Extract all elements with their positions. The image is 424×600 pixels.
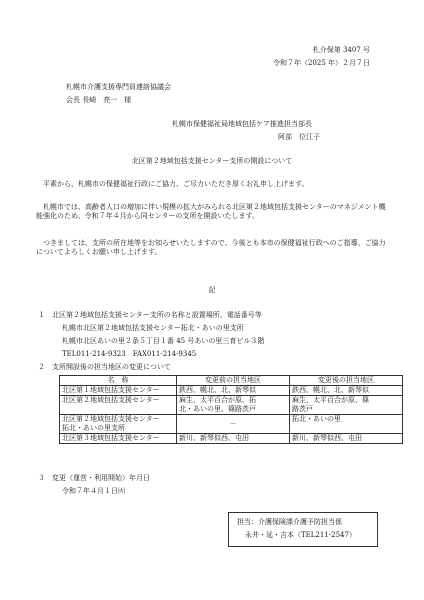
table-header-after: 変更後の担当地区: [290, 376, 403, 386]
body-paragraph-1: 平素から、札幌市の保健福祉行政にご協力、ご尽力いただき厚くお礼申し上げます。: [43, 180, 309, 188]
table-cell-after: 鉄西、幌北、北、新琴似: [290, 386, 403, 396]
table-cell-name: 北区第１地域包括支援センター: [60, 386, 177, 396]
table-cell-name: 北区第２地域包括支援センター 拓北・あいの里支所: [60, 415, 177, 434]
table-header-before: 変更前の担当地区: [177, 376, 290, 386]
item3-date: 令和７年４月１日㈫: [62, 487, 125, 495]
recipient-org: 札幌市介護支援専門員連絡協議会: [66, 83, 171, 91]
table-cell-before: 鉄西、幌北、北、新琴似: [177, 386, 290, 396]
table-cell-name: 北区第２地域包括支援センター: [60, 396, 177, 415]
table-row: [60, 386, 403, 396]
body-paragraph-3: つきましては、支所の所在地等をお知らせいたしますので、今後とも本市の保健福祉行政へのご指導、ご協力についてよろしくお願い申し上げます。: [36, 239, 386, 256]
recipient-person: 会長 長崎 亮一 様: [66, 96, 132, 104]
table-row: [60, 415, 403, 434]
item1-heading: １ 北区第２地域包括支援センター支所の名称と設置場所、電話番号等: [38, 311, 262, 319]
table-row: [60, 396, 403, 415]
sender-org: 札幌市保健福祉局地域包括ケア推進担当部長: [172, 120, 312, 128]
document-number: 札介保第 3407 号: [312, 46, 370, 54]
table-cell-after: 新川、新琴似西、屯田: [290, 434, 403, 444]
item1-line-1: 札幌市北区第２地域包括支援センター拓北・あいの里支所: [62, 324, 244, 332]
body-paragraph-2: 札幌市では、高齢者人口の増加に伴い規模の拡大がみられる北区第２地域包括支援センターのマネジメント機能強化のため、令和７年４月から同センターの支所を開設いたします。: [36, 203, 386, 220]
table-cell-before: －: [177, 415, 290, 434]
contact-line-1: 担当：介護保険課介護予防担当係: [237, 518, 342, 526]
table-header-name: 名 称: [60, 376, 177, 386]
table-cell-name: 北区第３地域包括支援センター: [60, 434, 177, 444]
contact-box: [228, 512, 378, 547]
district-change-table: [59, 375, 403, 444]
sender-person: 阿部 位江子: [278, 133, 320, 141]
table-cell-before: 麻生、太平百合が原、拓 北・あいの里、篠路茨戸: [177, 396, 290, 415]
ki-heading: 記: [208, 286, 216, 294]
document-date: 令和７年（2025 年）２月７日: [272, 59, 370, 67]
item2-heading: ２ 支所開設後の担当地区の変更について: [38, 363, 171, 371]
table-header-row: [60, 376, 403, 386]
table-cell-after: 拓北・あいの里: [290, 415, 403, 434]
item1-line-3: TEL011-214-9323 FAX011-214-9345: [62, 350, 197, 358]
table-cell-before: 新川、新琴似西、屯田: [177, 434, 290, 444]
item3-heading: ３ 変更（運営・利用開始）年月日: [38, 474, 150, 482]
item1-line-2: 札幌市北区あいの里２条５丁目１番 45 号あいの里三育ビル３階: [62, 337, 265, 345]
table-row: [60, 434, 403, 444]
document-title: 北区第２地域包括支援センター支所の開設について: [131, 157, 293, 165]
contact-line-2: 永井・延・吉本（TEL211-2547）: [245, 531, 356, 539]
table-cell-after: 麻生、太平百合が原、篠 路茨戸: [290, 396, 403, 415]
